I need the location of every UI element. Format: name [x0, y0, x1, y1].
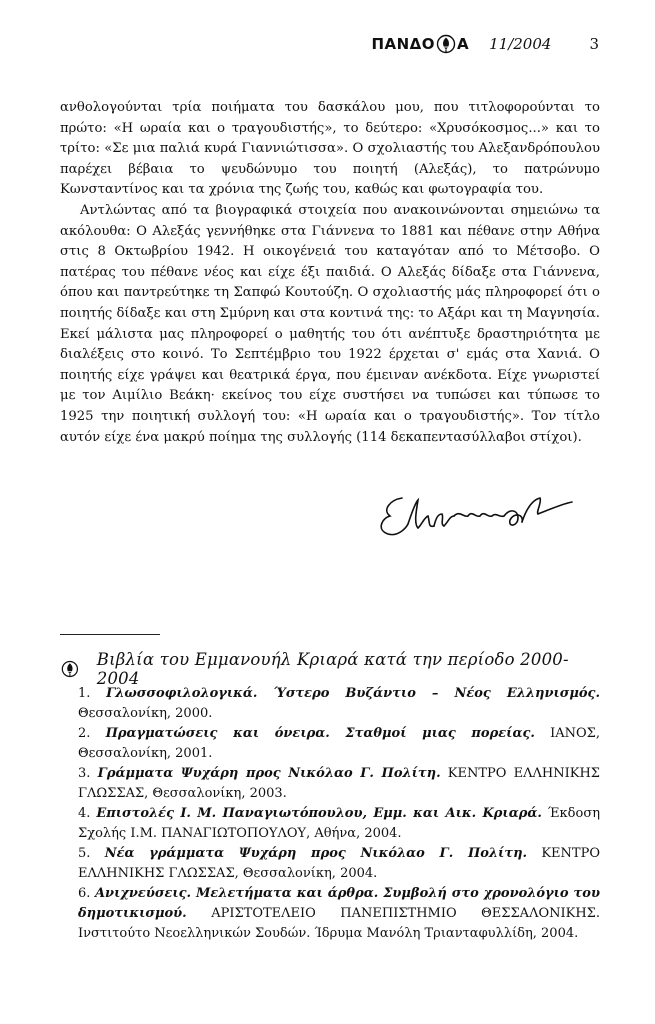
item-number: 2.	[78, 726, 91, 741]
books-section-heading	[60, 650, 605, 688]
book-title: Γράμματα Ψυχάρη προς Νικόλαο Γ. Πολίτη.	[97, 766, 441, 781]
list-item	[60, 804, 600, 844]
book-details: ΑΡΙΣΤΟΤΕΛΕΙΟ ΠΑΝΕΠΙΣΤΗΜΙΟ ΘΕΣΣΑΛΟΝΙΚΗΣ. Ινστιτούτο Νεοελληνικών Σουδών. Ίδρυμα Μανόλη Τριανταφυλλίδη, 2004.	[78, 906, 600, 941]
paragraph-1: ανθολογούνται τρία ποιήματα του δασκάλου μου, που τιτλοφορούνται το πρώτο: «Η ωραία και ο τραγουδιστής», το δεύτερο: «Χρυσόκοσμος...» και το τρίτο: «Σε μια παλιά κυρά Γιαννιώτισσα». Ο σχολιαστής του Αλεξανδρόπουλου παρέχει βέβαια το ψευδώνυμο του ποιητή (Αλεξάς), το πατρώνυμο Κωνσταντίνος και τα χρόνια της ζωής του, καθώς και φωτογραφία του.	[60, 100, 600, 198]
paragraph-2: Αντλώντας από τα βιογραφικά στοιχεία που ανακοινώνονται σημειώνω τα ακόλουθα: Ο Αλεξάς γεννήθηκε στα Γιάννενα το 1881 και πέθανε στην Αθήνα στις 8 Οκτωβρίου 1942. Η οικογένειά του καταγόταν από το Μέτσοβο. Ο πατέρας του πέθανε νέος και είχε έξι παιδιά. Ο Αλεξάς δίδαξε στα Γιάννενα, όπου και παντρεύτηκε τη Σαπφώ Κουτούζη. Ο σχολιαστής μάς πληροφορεί ότι ο ποιητής δίδαξε και στη Σμύρνη και στα κοντινά της: το Αξάρι και τη Μαγνησία. Εκεί μάλιστα μας πληροφορεί ο μαθητής του ότι ανέπτυξε δραστηριότητα με διαλέξεις στο κοινό. Το Σεπτέμβριο του 1922 έρχεται σ' εμάς στα Χανιά. Ο ποιητής είχε γράψει και θεατρικά έργα, που έμειναν ανέκδοτα. Είχε γνωριστεί με τον Αιμίλιο Βεάκη· εκείνος του είχε συστήσει να τυπώσει και τύπωσε το 1925 την ποιητική συλλογή του: «Η ωραία και ο τραγουδιστής». Τον τίτλο αυτόν είχε ένα μακρύ ποίημα της συλλογής (114 δεκαπεντασύλλαβοι στίχοι).	[60, 202, 600, 445]
books-list	[60, 684, 600, 944]
list-item	[60, 844, 600, 884]
journal-brand	[371, 34, 469, 54]
book-details: Θεσσαλονίκη, 2000.	[78, 706, 213, 721]
item-number: 5.	[78, 846, 91, 861]
handwritten-signature	[372, 488, 582, 546]
book-title: Επιστολές Ι. Μ. Παναγιωτόπουλου, Εμμ. και Αικ. Κριαρά.	[96, 806, 542, 821]
list-item	[60, 884, 600, 944]
issue-number: 11/2004	[489, 35, 552, 53]
item-number: 4.	[78, 806, 91, 821]
item-number: 3.	[78, 766, 91, 781]
book-details: Έκδοση Σχολής Ι.Μ. ΠΑΝΑΓΙΩΤΟΠΟΥΛΟΥ, Αθήνα, 2004.	[78, 806, 600, 841]
article-body	[60, 98, 600, 448]
book-title: Ανιχνεύσεις. Μελετήματα και άρθρα. Συμβολή στο χρονολόγιο του δημοτικισμού.	[78, 886, 600, 921]
brand-text-right: Α	[457, 35, 470, 53]
book-details: ΚΕΝΤΡΟ ΕΛΛΗΝΙΚΗΣ ΓΛΩΣΣΑΣ, Θεσσαλονίκη, 2003.	[78, 766, 600, 801]
pandora-leaf-logo-icon	[436, 34, 456, 54]
list-item	[60, 764, 600, 804]
item-number: 1.	[78, 686, 91, 701]
list-item	[60, 684, 600, 724]
running-header	[371, 34, 599, 54]
list-item	[60, 724, 600, 764]
pandora-leaf-logo-icon	[61, 660, 79, 678]
item-number: 6.	[78, 886, 91, 901]
books-section-title: Βιβλία του Εμμανουήλ Κριαρά κατά την περίοδο 2000-2004	[96, 650, 569, 688]
page-number: 3	[589, 35, 599, 53]
book-title: Γλωσσοφιλολογικά. Ύστερο Βυζάντιο – Νέος Ελληνισμός.	[106, 686, 600, 701]
book-title: Πραγματώσεις και όνειρα. Σταθμοί μιας πορείας.	[105, 726, 535, 741]
section-divider	[60, 634, 160, 635]
book-title: Νέα γράμματα Ψυχάρη προς Νικόλαο Γ. Πολίτη.	[104, 846, 528, 861]
brand-text-left: ΠΑΝΔΟ	[371, 35, 436, 53]
book-details: ΙΑΝΟΣ, Θεσσαλονίκη, 2001.	[78, 726, 600, 761]
book-details: ΚΕΝΤΡΟ ΕΛΛΗΝΙΚΗΣ ΓΛΩΣΣΑΣ, Θεσσαλονίκη, 2004.	[78, 846, 600, 881]
